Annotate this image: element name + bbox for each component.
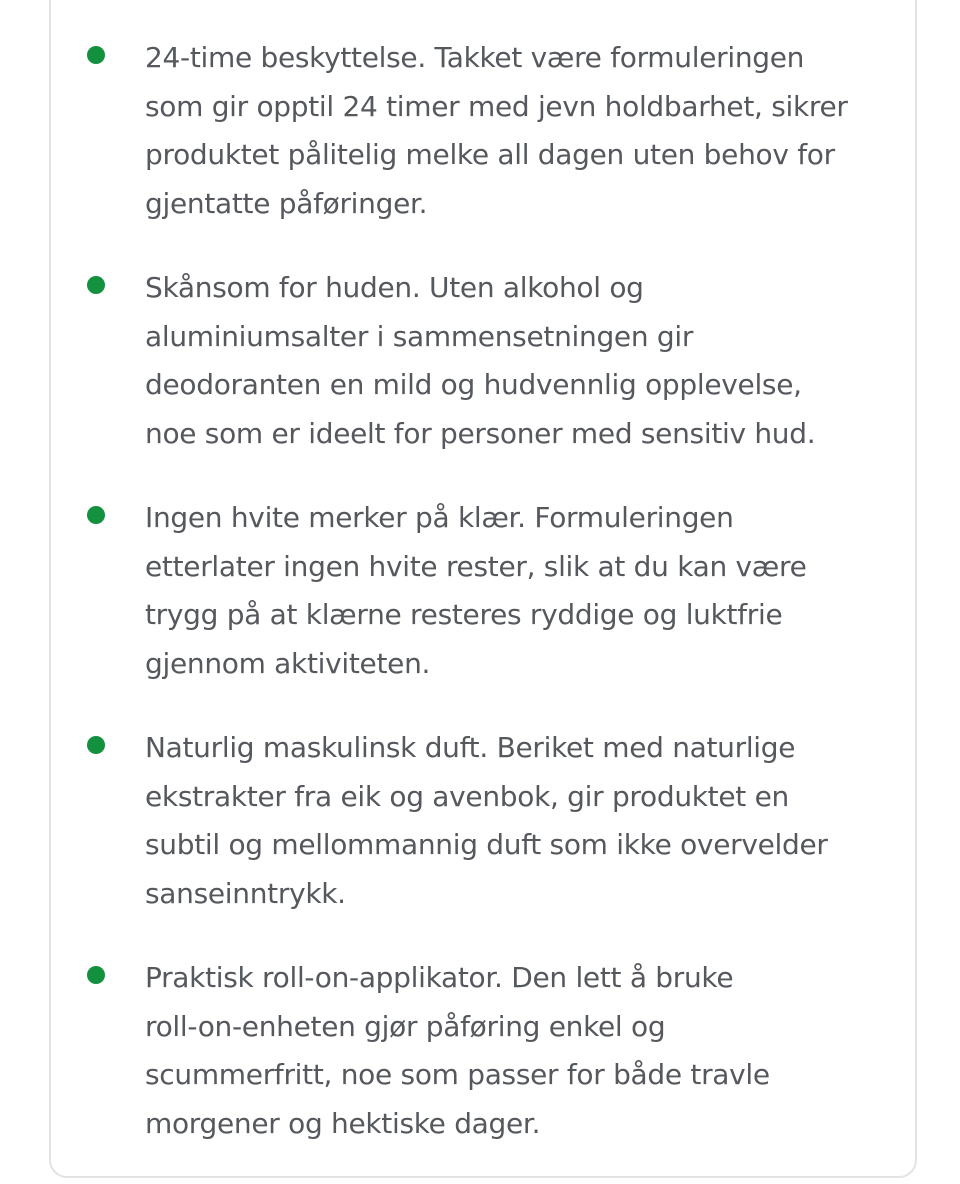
feature-line: som gir opptil 24 timer med jevn holdbarhet, sikrer xyxy=(145,89,848,123)
feature-line: sanseinntrykk. xyxy=(145,876,346,910)
feature-line: deodoranten en mild og hudvennlig opplevelse, xyxy=(145,368,802,401)
bullet-dot-icon xyxy=(87,46,105,64)
feature-line: morgener og hektiske dager. xyxy=(145,1106,541,1140)
feature-line: Ingen hvite merker på klær. Formuleringen xyxy=(145,501,734,534)
feature-text xyxy=(145,724,900,918)
feature-text xyxy=(145,954,900,1148)
feature-line: trygg på at klærne resteres ryddige og luktfrie xyxy=(145,598,783,631)
list-item xyxy=(0,954,960,1148)
feature-list xyxy=(0,34,960,1184)
feature-line: 24-time beskyttelse. Takket være formuleringen xyxy=(145,41,805,74)
feature-line: etterlater ingen hvite rester, slik at du kan være xyxy=(145,549,807,583)
feature-text xyxy=(145,494,900,688)
feature-line: ekstrakter fra eik og avenbok, gir produktet en xyxy=(145,779,789,813)
feature-line: scummerfritt, noe som passer for både travle xyxy=(145,1058,770,1091)
feature-line: noe som er ideelt for personer med sensitiv hud. xyxy=(145,416,816,450)
feature-line: gjentatte påføringer. xyxy=(145,186,428,220)
bullet-dot-icon xyxy=(87,736,105,754)
feature-line: subtil og mellommannig duft som ikke overvelder xyxy=(145,828,828,861)
feature-line: Naturlig maskulinsk duft. Beriket med naturlige xyxy=(145,731,796,764)
bullet-dot-icon xyxy=(87,506,105,524)
list-item xyxy=(0,34,960,228)
list-item xyxy=(0,494,960,688)
list-item xyxy=(0,264,960,458)
feature-line: Praktisk roll-on-applikator. Den lett å bruke xyxy=(145,961,734,994)
feature-line: aluminiumsalter i sammensetningen gir xyxy=(145,319,694,353)
feature-line: roll-on-enheten gjør påføring enkel og xyxy=(145,1009,666,1043)
feature-line: gjennom aktiviteten. xyxy=(145,646,431,680)
feature-text xyxy=(145,264,900,458)
bullet-dot-icon xyxy=(87,276,105,294)
list-item xyxy=(0,724,960,918)
feature-line: Skånsom for huden. Uten alkohol og xyxy=(145,271,644,304)
bullet-dot-icon xyxy=(87,966,105,984)
feature-line: produktet pålitelig melke all dagen uten behov for xyxy=(145,138,835,171)
feature-text xyxy=(145,34,900,228)
